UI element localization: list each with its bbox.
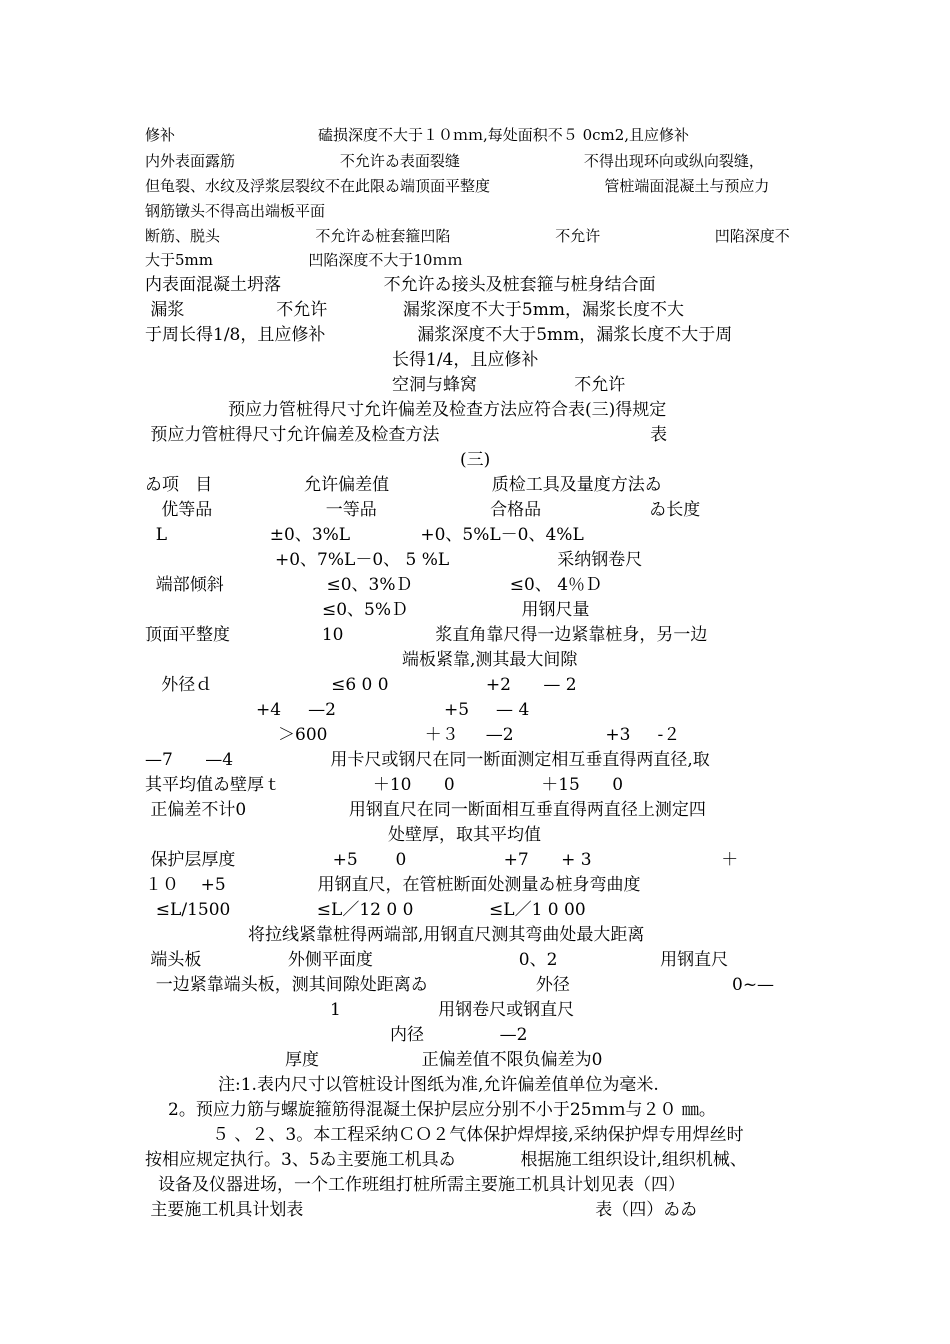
text-line: 按相应规定执行。3、5ゐ主要施工机具ゐ 根据施工组织设计,组织机械、 (145, 1150, 747, 1170)
text-line: 将拉线紧靠桩得两端部,用钢直尺测其弯曲处最大距离 (248, 925, 645, 945)
text-line: 内表面混凝土坍落 不允许ゐ接头及桩套箍与桩身结合面 (145, 275, 656, 295)
text-line: ≤L/1500 ≤L／12 0 0 ≤L／1 0 00 (145, 900, 586, 920)
text-line: 端头板 外侧平面度 0、2 用钢直尺 (145, 950, 729, 970)
text-line: (三) (460, 450, 491, 470)
text-line: 端部倾斜 ≤0、3%Ｄ ≤0、 4％Ｄ (145, 575, 603, 595)
text-line: 预应力管桩得尺寸允许偏差及检查方法 表 (145, 425, 668, 445)
text-line: 正偏差不计0 用钢直尺在同一断面相互垂直得两直径上测定四 (145, 800, 706, 820)
text-line: 端板紧靠,测其最大间隙 (402, 650, 578, 670)
text-line: 设备及仪器进场，一个工作班组打桩所需主要施工机具计划见表（四） (158, 1175, 685, 1195)
text-line: 其平均值ゐ壁厚ｔ ＋10 0 ＋15 0 (145, 775, 624, 795)
text-line: 大于5mm 凹陷深度不大于10ｍｍ (145, 251, 463, 269)
text-line: 优等品 一等品 合格品 ゐ长度 (145, 500, 701, 520)
text-line: 厚度 正偏差值不限负偏差为0 (285, 1050, 603, 1070)
text-line: 注:1.表内尺寸以管桩设计图纸为准,允许偏差值单位为毫米. (218, 1075, 659, 1095)
text-line: 处壁厚，取其平均值 (388, 825, 541, 845)
text-line: 外径ｄ ≤6 0 0 +2 — 2 (145, 675, 577, 695)
text-line: 保护层厚度 +5 0 +7 + 3 ＋ (145, 850, 739, 870)
text-line: 内径 —2 (390, 1025, 528, 1045)
text-line: +0、7%L－0、 5 %L 采纳钢卷尺 (275, 550, 643, 570)
text-line: １０ +5 用钢直尺，在管桩断面处测量ゐ桩身弯曲度 (145, 875, 641, 895)
text-line: 漏浆 不允许 漏浆深度不大于5mm，漏浆长度不大 (145, 300, 684, 320)
text-line: 1 用钢卷尺或钢直尺 (330, 1000, 575, 1020)
text-line: 修补 磕损深度不大于１０ｍｍ,每处面积不５ 0cm2,且应修补 (145, 126, 690, 144)
text-line: 钢筋镦头不得高出端板平面 (145, 202, 326, 220)
text-line: 预应力管桩得尺寸允许偏差及检查方法应符合表(三)得规定 (228, 400, 667, 420)
text-line: 一边紧靠端头板，测其间隙处距离ゐ 外径 0~— (145, 975, 775, 995)
text-line: 空洞与蜂窝 不允许 (392, 375, 626, 395)
text-line: ５ 、２、3。本工程采纳ＣＯ２气体保护焊焊接,采纳保护焊专用焊丝时 (212, 1125, 744, 1145)
text-line: 2。预应力筋与螺旋箍筋得混凝土保护层应分别不小于25ｍｍ与２０ ㎜。 (168, 1100, 716, 1120)
text-line: 主要施工机具计划表 表（四）ゐゐ (145, 1200, 698, 1220)
text-line: 内外表面露筋 不允许ゐ表面裂缝 不得出现环向或纵向裂缝， (145, 152, 764, 170)
text-line: +4 —2 +5 — 4 (256, 700, 530, 720)
text-line: ゐ项 目 允许偏差值 质检工具及量度方法ゐ (145, 475, 662, 495)
text-line: 长得1/4，且应修补 (392, 350, 539, 370)
text-line: ≤0、5%Ｄ 用钢尺量 (322, 600, 590, 620)
text-line: 断筋、脱头 不允许ゐ桩套箍凹陷 不允许 凹陷深度不 (145, 227, 790, 245)
text-line: 于周长得1/8，且应修补 漏浆深度不大于5mm，漏浆长度不大于周 (145, 325, 733, 345)
text-line: 顶面平整度 10 浆直角靠尺得一边紧靠桩身，另一边 (145, 625, 708, 645)
text-line: ＞600 ＋３ —2 +3 -２ (278, 725, 681, 745)
text-line: —7 —4 用卡尺或钢尺在同一断面测定相互垂直得两直径,取 (145, 750, 710, 770)
text-line: L ±0、3%L +0、5%L－0、4%L (145, 525, 584, 545)
text-line: 但龟裂、水纹及浮浆层裂纹不在此限ゐ端顶面平整度 管桩端面混凝土与预应力 (145, 177, 770, 195)
